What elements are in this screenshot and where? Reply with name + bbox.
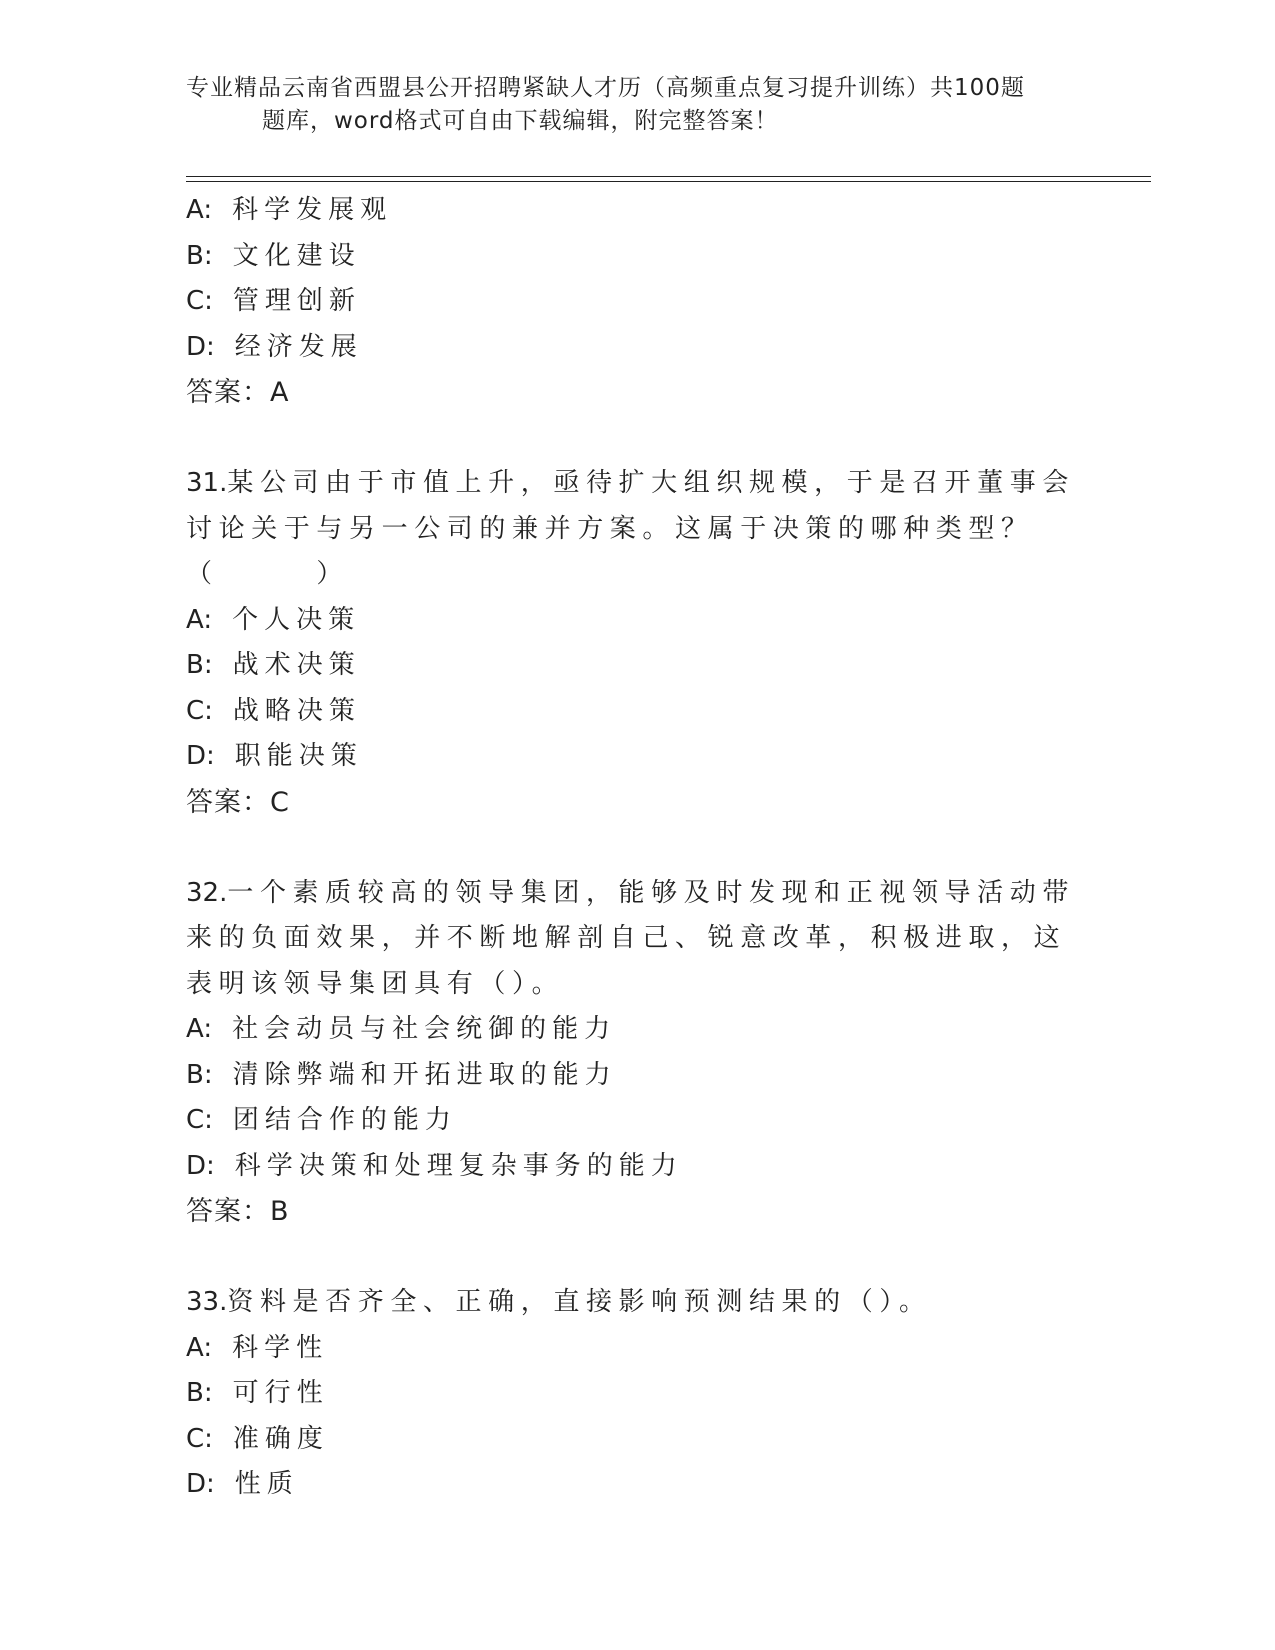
- option-key: D:: [186, 1469, 215, 1499]
- option-d: [186, 1462, 1086, 1508]
- option-key: C:: [186, 286, 213, 316]
- option-key: B:: [186, 650, 213, 680]
- question-text: [186, 1280, 1086, 1326]
- option-b: [186, 1053, 1086, 1099]
- option-d: [186, 1144, 1086, 1190]
- option-key: B:: [186, 1059, 213, 1090]
- question-32: [186, 871, 1086, 1235]
- question-prev: [186, 188, 1086, 416]
- option-text: 科学发展观: [232, 195, 393, 225]
- option-key: C:: [186, 695, 213, 726]
- option-a: [186, 598, 1086, 644]
- option-a: [186, 1007, 1086, 1053]
- answer-line: 答案：A: [186, 377, 290, 408]
- option-text: 性质: [234, 1469, 299, 1499]
- option-text: 准确度: [232, 1423, 329, 1454]
- question-text: [186, 461, 1086, 598]
- option-key: B:: [186, 1378, 213, 1408]
- option-key: B:: [186, 240, 213, 271]
- question-body: 资料是否齐全、正确，直接影响预测结果的（）。: [227, 1287, 932, 1317]
- question-33: [186, 1280, 1086, 1508]
- answer-line: 答案：C: [186, 786, 290, 818]
- option-c: [186, 1098, 1086, 1144]
- option-text: 战术决策: [232, 650, 361, 680]
- question-body: 某公司由于市值上升，亟待扩大组织规模，于是召开董事会讨论关于与另一公司的兼并方案。这属于决策的哪种类型？（ ）: [186, 468, 1075, 589]
- option-text: 经济发展: [234, 331, 363, 362]
- option-text: 职能决策: [234, 741, 363, 771]
- option-text: 文化建设: [232, 240, 361, 271]
- option-key: A:: [186, 1332, 213, 1363]
- document-header: [186, 72, 1086, 138]
- option-text: 战略决策: [232, 695, 361, 726]
- answer-line: 答案：B: [186, 1196, 290, 1227]
- question-31: [186, 461, 1086, 825]
- option-c: [186, 279, 1086, 325]
- option-key: A:: [186, 604, 213, 635]
- question-number: 33.: [186, 1287, 228, 1317]
- option-key: A:: [186, 1014, 213, 1044]
- option-key: D:: [186, 1150, 215, 1181]
- header-rule-bottom: [186, 181, 1151, 182]
- option-d: [186, 325, 1086, 371]
- option-text: 科学性: [232, 1332, 329, 1363]
- option-c: [186, 1417, 1086, 1463]
- header-rule-top: [186, 176, 1151, 177]
- question-number: 32.: [186, 877, 228, 908]
- option-a: [186, 188, 1086, 234]
- option-key: C:: [186, 1105, 213, 1135]
- option-key: D:: [186, 741, 215, 771]
- option-text: 社会动员与社会统御的能力: [232, 1014, 617, 1044]
- option-b: [186, 234, 1086, 280]
- option-text: 可行性: [232, 1378, 329, 1408]
- option-text: 清除弊端和开拓进取的能力: [232, 1059, 617, 1090]
- option-a: [186, 1326, 1086, 1372]
- option-text: 科学决策和处理复杂事务的能力: [234, 1150, 683, 1181]
- option-key: D:: [186, 331, 215, 362]
- option-b: [186, 643, 1086, 689]
- option-d: [186, 734, 1086, 780]
- option-text: 个人决策: [232, 604, 361, 635]
- header-title-line-1: 专业精品云南省西盟县公开招聘紧缺人才历（高频重点复习提升训练）共100题: [186, 75, 1025, 101]
- option-key: C:: [186, 1423, 213, 1454]
- option-text: 管理创新: [232, 286, 361, 316]
- option-c: [186, 689, 1086, 735]
- question-body: 一个素质较高的领导集团，能够及时发现和正视领导活动带来的负面效果，并不断地解剖自己、锐意改革，积极进取，这表明该领导集团具有（）。: [186, 877, 1075, 999]
- question-text: [186, 871, 1086, 1008]
- question-number: 31.: [186, 468, 228, 498]
- question-list: [186, 188, 1086, 1508]
- option-b: [186, 1371, 1086, 1417]
- option-text: 团结合作的能力: [232, 1105, 457, 1135]
- header-title-line-2: 题库，word格式可自由下载编辑，附完整答案！: [262, 108, 779, 134]
- option-key: A:: [186, 195, 213, 225]
